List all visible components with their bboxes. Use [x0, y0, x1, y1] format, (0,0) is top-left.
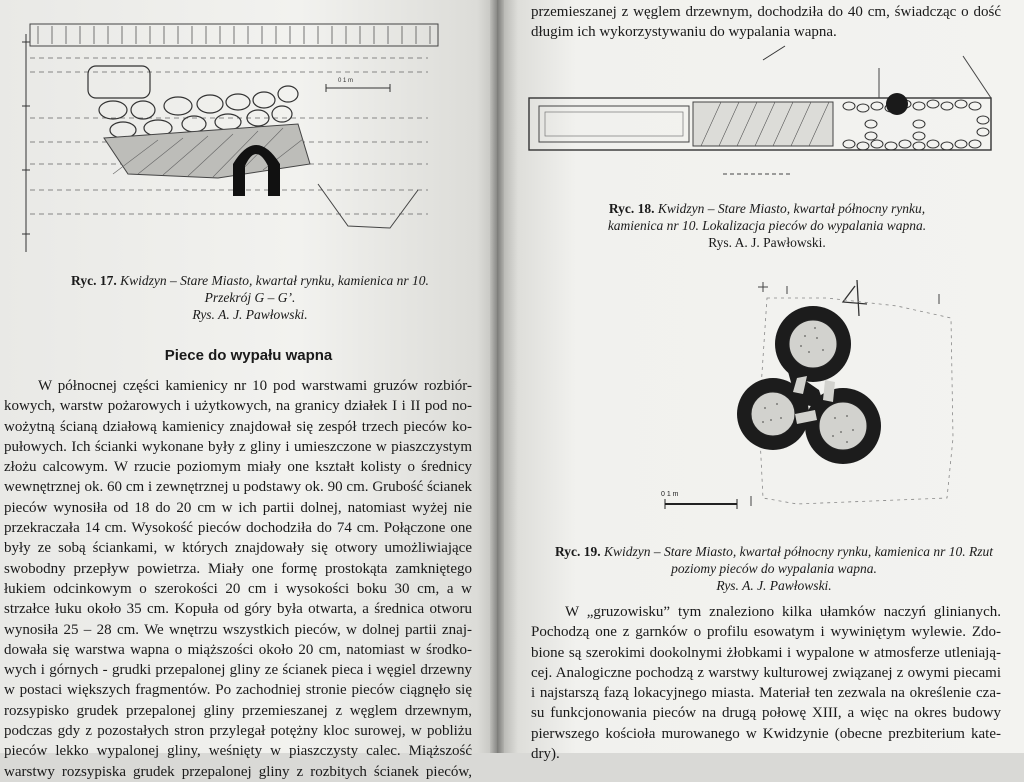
figure-17-caption	[20, 272, 480, 323]
left-body-line: wych i górnych - grudki przepalonej gliny ze ścianek pieca i węgiel drzewny	[4, 662, 472, 679]
figure-17-caption-line2: Przekrój G – G’.	[204, 290, 296, 305]
left-body-line: wożytną ścianą działową kamienicy znajdował się zespół trzech pieców ko-	[4, 418, 472, 435]
right-body-line: i najstarszą fazą lokacyjnego miasta. Materiał ten zezwala na określenie cza-	[531, 685, 1001, 702]
left-body-line: w postaci większych fragmentów. Po zachodniej stronie pieców ciągnęło się	[4, 682, 472, 699]
left-body-line: wewnętrznej ok. 60 cm i zewnętrznej u podstawy ok. 90 cm. Grubość ścianek	[4, 479, 472, 496]
left-body-line: pieców wynosiła od 18 do 20 cm w ich partii dolnej, natomiast wyżej nie	[4, 499, 472, 516]
left-body-line: łukiem odcinkowym o szerokości 20 cm i wysokości boku 30 cm, a w	[4, 580, 472, 597]
figure-18-caption-line2: kamienica nr 10. Lokalizacja pieców do wypalania wapna.	[607, 218, 927, 233]
right-body-line: Pochodzą one z garnków o profilu esowatym i wywiniętym wylewie. Zdo-	[531, 624, 1001, 641]
figure-19-kiln-plan	[647, 258, 967, 528]
figure-19-scale-label: 0 1 m	[661, 491, 679, 498]
figure-17-caption-line3: Rys. A. J. Pawłowski.	[192, 307, 308, 322]
left-body-line: dowała się warstwa wapna o miąższości około 20 cm, natomiast w środko-	[4, 641, 472, 658]
left-body-line: podczas gdy z pozostałych stron przylegał potężny kloc surowej, w pobliżu	[4, 723, 472, 740]
figure-18-caption-label: Ryc. 18.	[608, 201, 655, 216]
figure-19-caption-line2: poziomy pieców do wypalania wapna.	[671, 561, 877, 576]
figure-18-caption-line3: Rys. A. J. Pawłowski.	[708, 235, 826, 250]
right-top-text	[531, 2, 1001, 43]
figure-17-caption-label: Ryc. 17.	[71, 273, 117, 288]
left-body-line: strzałce łuku około 35 cm. Kopuła od góry była otwarta, a średnica otworu	[4, 601, 472, 618]
right-top-line: przemieszanej z węglem drzewnym, dochodziła do 40 cm, świadcząc o dość	[531, 4, 1001, 20]
figure-17-scale-label: 0 1 m	[338, 78, 354, 84]
left-body-line: warstwy rozsypiska grudek przepalonej gliny z rozbitych ścianek pieców,	[4, 763, 472, 780]
right-body-line: cej. Analogiczne pochodzą z warstwy kulturowej związanej z owymi piecami	[531, 664, 1001, 681]
figure-17-caption-line1: Kwidzyn – Stare Miasto, kwartał rynku, kamienica nr 10.	[120, 273, 429, 288]
figure-18-caption	[537, 200, 997, 251]
left-body-line: złożu calcowym. W rzucie poziomym miały one kształt kolisty o średnicy	[4, 459, 472, 476]
right-body-line: W „gruzowisku” tym znaleziono kilka ułamków naczyń glinianych.	[565, 604, 1001, 620]
left-body-line: rozsypisko grudek przepalonej gliny przemieszanej z węglem drzewnym,	[4, 702, 472, 719]
left-body-line: W północnej części kamienicy nr 10 pod warstwami gruzów rozbiór-	[38, 378, 472, 394]
left-page	[0, 0, 497, 780]
left-body-line: wynosiła 25 – 28 cm. We wnętrzu wszystkich pieców, w dolnej partii znaj-	[4, 621, 472, 638]
section-heading: Piece do wypału wapna	[164, 347, 333, 364]
left-body-line: pieców lekko wypalonej gliny, weśnięty w piaszczysty calec. Miąższość	[4, 743, 472, 760]
book-gutter	[490, 0, 504, 753]
figure-18-caption-line1: Kwidzyn – Stare Miasto, kwartał północny rynku,	[657, 201, 926, 216]
right-body-line: pierwszego kościoła murowanego w Kwidzynie (obecne prezbiterium kate-	[531, 725, 1001, 742]
right-top-line: długim ich wykorzystywaniu do wypalania wapna.	[531, 24, 837, 41]
figure-19-caption	[529, 543, 1019, 594]
left-body-line: pułowych. Ich ścianki wykonane były z gliny i umieszczone w piaszczystym	[4, 438, 472, 455]
left-body-line: swobodny przepływ powietrza. Miały one formę prostokąta zamkniętego	[4, 560, 472, 577]
figure-19-caption-label: Ryc. 19.	[554, 544, 601, 559]
right-body-text	[531, 602, 1001, 764]
left-body-text	[4, 376, 472, 782]
figure-17-section-drawing	[18, 14, 438, 254]
right-page	[497, 0, 1024, 763]
figure-19-caption-line1: Kwidzyn – Stare Miasto, kwartał północny rynku, kamienica nr 10. Rzut	[603, 544, 994, 559]
left-body-line: kowych, warstw pożarowych i użytkowych, na granicy działek I i II pod no-	[4, 398, 472, 415]
left-body-line: przekraczała 14 cm. Wysokość pieców dochodziła do 74 cm. Połączone one	[4, 520, 472, 537]
right-body-line: bione są szerokimi dookolnymi żłobkami i wypalone w atmosferze utleniają-	[531, 644, 1001, 661]
right-body-line: dry).	[531, 746, 560, 763]
figure-18-location-plan	[523, 46, 1003, 196]
right-body-line: su funkcjonowania pieców na drugą połowę XIII, a więc na okres budowy	[531, 705, 1001, 722]
figure-19-caption-line3: Rys. A. J. Pawłowski.	[716, 578, 832, 593]
left-body-line: były ze sobą ściankami, w których znajdowały się otwory umożliwiające	[4, 540, 472, 557]
